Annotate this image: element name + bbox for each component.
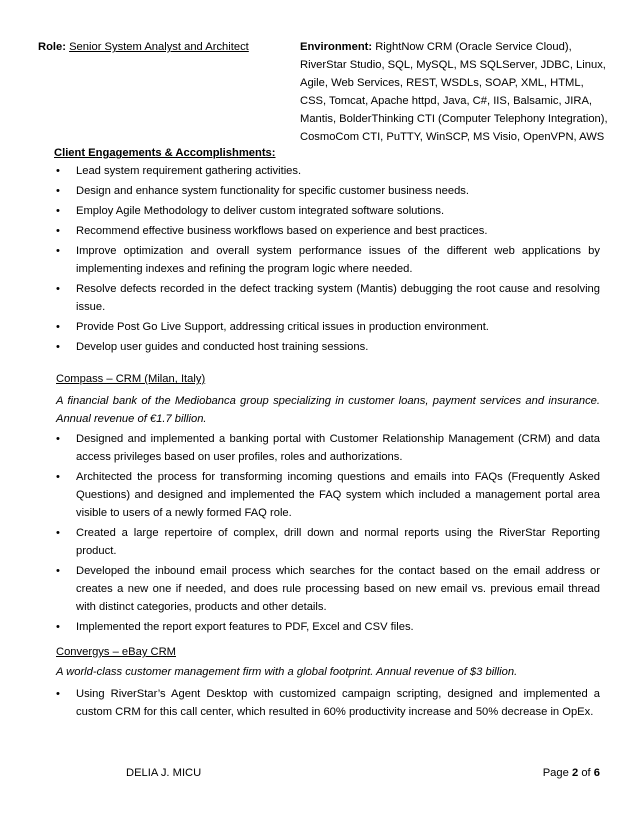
list-item: • Lead system requirement gathering activities. — [56, 162, 600, 180]
list-item: • Provide Post Go Live Support, addressing critical issues in production environment. — [56, 318, 600, 336]
list-item: • Architected the process for transforming incoming questions and emails into FAQs (Frequently Asked Questions) and designed and implemented the FAQ system which included a management portal area visible to users of a newly formed FAQ role. — [56, 468, 600, 522]
convergys-description: A world-class customer management firm with a global footprint. Annual revenue of $3 billion. — [56, 666, 518, 678]
convergys-section — [56, 643, 600, 723]
bullet-icon: • — [56, 341, 60, 353]
list-item: • Recommend effective business workflows based on experience and best practices. — [56, 222, 600, 240]
role-value: Senior System Analyst and Architect — [69, 41, 249, 53]
list-item: • Develop user guides and conducted host training sessions. — [56, 338, 600, 356]
compass-bullet-list — [56, 430, 600, 636]
list-item: • Resolve defects recorded in the defect tracking system (Mantis) debugging the root cause and resolving issue. — [56, 280, 600, 316]
convergys-title: Convergys – eBay CRM — [56, 646, 176, 658]
page-number: Page 2 of 6 — [542, 767, 600, 779]
compass-description: A financial bank of the Mediobanca group specializing in customer loans, payment services and insurance. Annual revenue of €1.7 billion. — [56, 395, 600, 425]
role-line — [38, 38, 288, 56]
bullet-icon: • — [56, 471, 60, 483]
client-engagements-section — [54, 144, 600, 162]
list-item: • Employ Agile Methodology to deliver custom integrated software solutions. — [56, 202, 600, 220]
client-bullet-list — [56, 162, 600, 356]
bullet-icon: • — [56, 165, 60, 177]
bullet-icon: • — [56, 205, 60, 217]
compass-title: Compass – CRM (Milan, Italy) — [56, 373, 206, 385]
bullet-icon: • — [56, 283, 60, 295]
environment-line — [300, 38, 608, 146]
list-item: • Implemented the report export features to PDF, Excel and CSV files. — [56, 618, 600, 636]
list-item: • Improve optimization and overall system performance issues of the different web applications by implementing indexes and refining the program logic where needed. — [56, 242, 600, 278]
list-item: • Designed and implemented a banking portal with Customer Relationship Management (CRM) and data access privileges based on user profiles, roles and authorizations. — [56, 430, 600, 466]
list-item: • Design and enhance system functionality for specific customer business needs. — [56, 182, 600, 200]
bullet-icon: • — [56, 321, 60, 333]
environment-label: Environment: — [300, 41, 373, 53]
list-item: • Created a large repertoire of complex, drill down and normal reports using the RiverStar Reporting product. — [56, 524, 600, 560]
role-label: Role: — [38, 41, 66, 53]
bullet-icon: • — [56, 185, 60, 197]
list-item: • Using RiverStar’s Agent Desktop with customized campaign scripting, designed and implemented a custom CRM for this call center, which resulted in 60% productivity increase and 50% decrease in OpEx. — [56, 685, 600, 721]
client-bullets-container — [56, 162, 600, 358]
client-engagements-heading: Client Engagements & Accomplishments: — [54, 147, 276, 159]
compass-section — [56, 370, 600, 638]
bullet-icon: • — [56, 245, 60, 257]
bullet-icon: • — [56, 688, 60, 700]
convergys-bullet-list — [56, 685, 600, 721]
bullet-icon: • — [56, 527, 60, 539]
list-item: • Developed the inbound email process which searches for the contact based on the email address or creates a new one if needed, and does rule processing based on new email vs. previous email thread with distinct categories, products and other details. — [56, 562, 600, 616]
bullet-icon: • — [56, 621, 60, 633]
bullet-icon: • — [56, 225, 60, 237]
environment-value: RightNow CRM (Oracle Service Cloud), RiverStar Studio, SQL, MySQL, MS SQLServer, JDBC, Linux, Agile, Web Services, REST, WSDLs, SOAP, XML, HTML, CSS, Tomcat, Apache httpd, Java, C#, IIS, Balsamic, JIRA, Mantis, BolderThinking CTI (Computer Telephony Integration), CosmoCom CTI, PuTTY, WinSCP, MS Visio, OpenVPN, AWS — [300, 41, 608, 143]
footer-name: DELIA J. MICU — [126, 767, 202, 779]
role-environment-block — [38, 38, 608, 148]
bullet-icon: • — [56, 565, 60, 577]
bullet-icon: • — [56, 433, 60, 445]
